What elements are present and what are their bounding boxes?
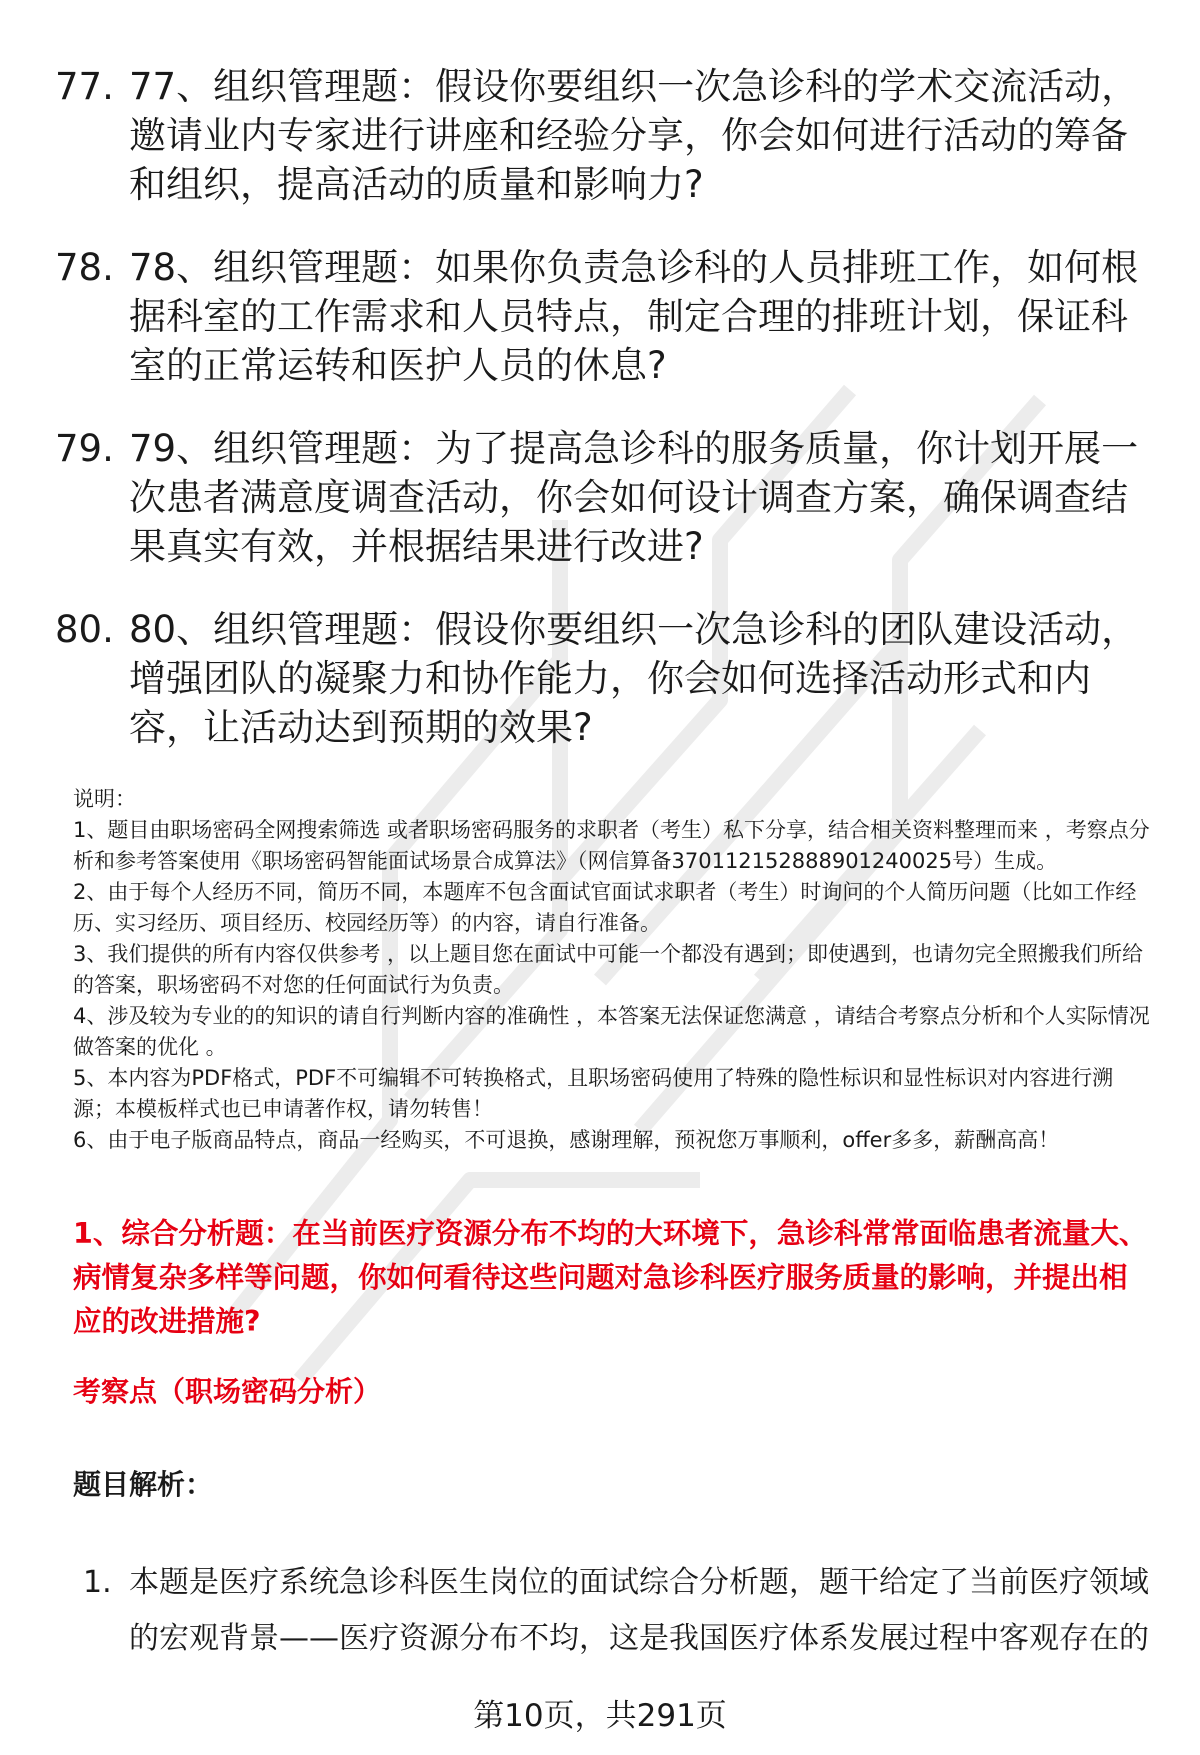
question-text: 78、组织管理题：如果你负责急诊科的人员排班工作，如何根据科室的工作需求和人员特点，制定合理的排班计划，保证科室的正常运转和医护人员的休息? — [129, 246, 1139, 387]
question-number: 77. — [55, 65, 114, 108]
note-item: 3、我们提供的所有内容仅供参考 ，以上题目您在面试中可能一个都没有遇到；即使遇到，也请勿完全照搬我们所给的答案，职场密码不对您的任何面试行为负责。 — [73, 942, 1144, 997]
note-item: 5、本内容为PDF格式，PDF不可编辑不可转换格式，且职场密码使用了特殊的隐性标识和显性标识对内容进行溯源；本模板样式也已申请著作权，请勿转售！ — [73, 1066, 1114, 1121]
question-item — [55, 62, 1145, 209]
main-question: 1、综合分析题：在当前医疗资源分布不均的大环境下，急诊科常常面临患者流量大、病情复杂多样等问题，你如何看待这些问题对急诊科医疗服务质量的影响，并提出相应的改进措施? — [73, 1217, 1148, 1338]
note-item: 2、由于每个人经历不同，简历不同，本题库不包含面试官面试求职者（考生）时询问的个人简历问题（比如工作经历、实习经历、项目经历、校园经历等）的内容，请自行准备。 — [73, 880, 1137, 935]
question-list — [55, 62, 1145, 786]
question-number: 80. — [55, 608, 114, 651]
analysis-heading: 题目解析： — [73, 1468, 214, 1501]
question-item — [55, 243, 1145, 390]
question-text: 80、组织管理题：假设你要组织一次急诊科的团队建设活动，增强团队的凝聚力和协作能力，你会如何选择活动形式和内容，让活动达到预期的效果? — [129, 608, 1139, 749]
analysis-item — [83, 1555, 1163, 1667]
question-text: 79、组织管理题：为了提高急诊科的服务质量，你计划开展一次患者满意度调查活动，你会如何设计调查方案，确保调查结果真实有效，并根据结果进行改进? — [129, 427, 1139, 568]
page-footer: 第10页，共291页 — [473, 1698, 727, 1734]
notes-section — [73, 784, 1153, 1156]
question-number: 78. — [55, 246, 114, 289]
question-text: 77、组织管理题：假设你要组织一次急诊科的学术交流活动，邀请业内专家进行讲座和经验分享，你会如何进行活动的筹备和组织，提高活动的质量和影响力? — [129, 65, 1139, 206]
note-item: 1、题目由职场密码全网搜索筛选 或者职场密码服务的求职者（考生）私下分享，结合相关资料整理而来 ，考察点分析和参考答案使用《职场密码智能面试场景合成算法》（网信算备370112152888901240025号）生成。 — [73, 818, 1150, 873]
analysis-text: 本题是医疗系统急诊科医生岗位的面试综合分析题，题干给定了当前医疗领域的宏观背景——医疗资源分布不均，这是我国医疗体系发展过程中客观存在的 — [129, 1565, 1149, 1656]
question-number: 79. — [55, 427, 114, 470]
question-item — [55, 424, 1145, 571]
notes-heading: 说明： — [73, 787, 136, 811]
note-item: 4、涉及较为专业的的知识的请自行判断内容的准确性 ，本答案无法保证您满意 ，请结合考察点分析和个人实际情况做答案的优化 。 — [73, 1004, 1150, 1059]
question-item — [55, 605, 1145, 752]
kaochadian-heading: 考察点（职场密码分析） — [73, 1375, 382, 1408]
note-item: 6、由于电子版商品特点，商品一经购买，不可退换，感谢理解，预祝您万事顺利，offer多多，薪酬高高！ — [73, 1128, 1060, 1152]
analysis-number: 1. — [83, 1565, 112, 1600]
